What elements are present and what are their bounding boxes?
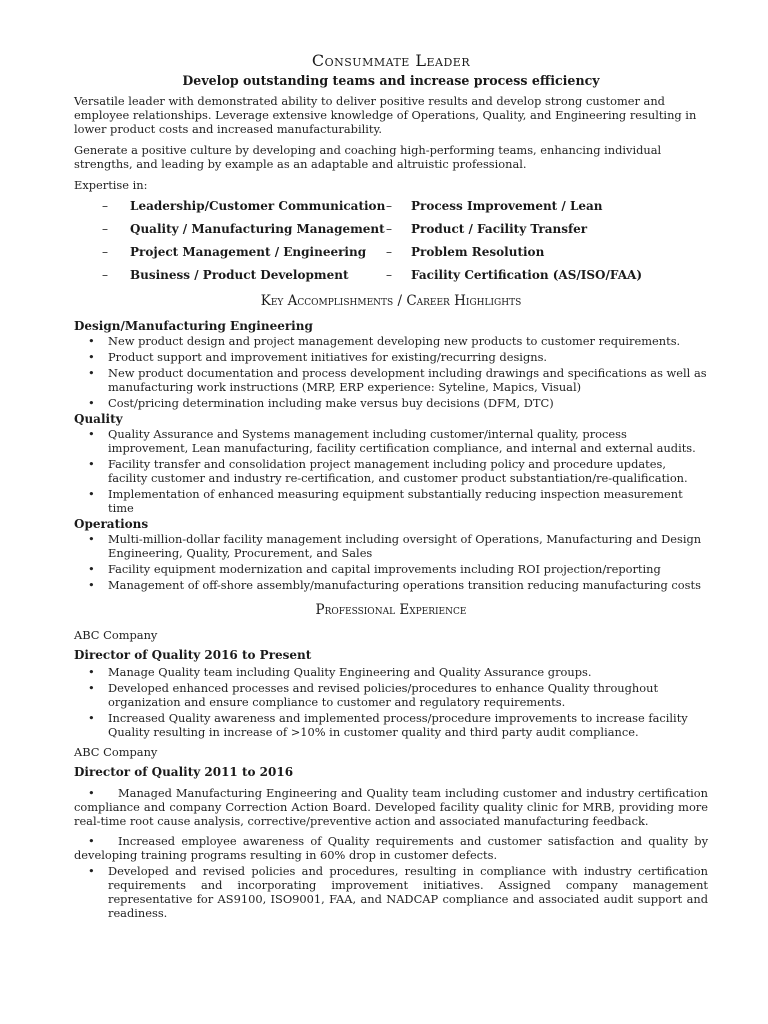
list-item: • Product support and improvement initiatives for existing/recurring designs. — [88, 350, 548, 364]
bullet-list — [74, 334, 708, 410]
resume-subtitle: Develop outstanding teams and increase process efficiency — [182, 73, 600, 88]
job-entry — [74, 745, 708, 920]
expertise-item — [386, 245, 708, 260]
bullet-marker: • — [88, 334, 95, 348]
bullet-marker: • — [88, 578, 95, 592]
bullet-marker: • — [88, 487, 95, 501]
expertise-grid — [74, 199, 708, 283]
bullet-list — [74, 532, 708, 592]
bullet-marker: • — [88, 366, 95, 380]
company-name: ABC Company — [74, 628, 158, 642]
section-heading-experience: Professional Experience — [315, 602, 467, 618]
company-name: ABC Company — [74, 745, 158, 759]
group-title: Operations — [74, 517, 149, 531]
expertise-item — [386, 268, 708, 283]
list-item: • New product documentation and process development including drawings and specifications as well as manufacturing work instructions (MRP, ERP experience: Syteline, Mapics, Visual) — [88, 366, 707, 394]
section-heading-accomplishments: Key Accomplishments / Career Highlights — [260, 293, 522, 309]
list-item: • New product design and project management developing new products to customer requirements. — [88, 334, 681, 348]
bullet-list — [74, 864, 708, 920]
expertise-text: Leadership/Customer Communication — [130, 199, 386, 213]
group-title: Design/Manufacturing Engineering — [74, 319, 313, 333]
list-item: • Cost/pricing determination including make versus buy decisions (DFM, DTC) — [88, 396, 554, 410]
dash-marker: – — [102, 222, 108, 236]
dash-marker: – — [386, 222, 392, 236]
job-title: Director of Quality 2011 to 2016 — [74, 765, 294, 779]
bullet-marker: • — [88, 457, 95, 471]
expertise-label: Expertise in: — [74, 178, 148, 192]
expertise-text: Project Management / Engineering — [130, 245, 367, 259]
list-item: • Multi-million-dollar facility management including oversight of Operations, Manufacturing and Design Engineering, Quality, Procurement, and Sales — [88, 532, 702, 560]
expertise-item — [386, 222, 708, 237]
list-item: • Managed Manufacturing Engineering and Quality team including customer and industry certification compliance and company Correction Action Board. Developed facility quality clinic for MRB, providing more real-time root cause analysis, corrective/preventive action and associated manufacturing feedback. — [74, 786, 708, 828]
dash-marker: – — [386, 268, 392, 282]
list-item: • Facility transfer and consolidation project management including policy and procedure updates, facility customer and industry re-certification, and customer product substantiation/re-qualification. — [88, 457, 688, 485]
resume-title: Consummate Leader — [311, 51, 471, 70]
list-item: • Increased Quality awareness and implemented process/procedure improvements to increase facility Quality resulting in increase of >10% in customer quality and third party audit compliance. — [88, 711, 688, 739]
expertise-item — [74, 222, 386, 237]
expertise-text: Problem Resolution — [411, 245, 545, 259]
accomplishment-group — [74, 412, 708, 515]
bullet-marker: • — [88, 711, 95, 725]
list-item: • Increased employee awareness of Quality requirements and customer satisfaction and quality by developing training programs resulting in 60% drop in customer defects. — [74, 834, 708, 862]
bullet-list — [74, 665, 708, 739]
list-item: • Implementation of enhanced measuring equipment substantially reducing inspection measurement time — [88, 487, 683, 515]
expertise-item — [74, 245, 386, 260]
bullet-marker: • — [88, 864, 95, 878]
list-item: • Quality Assurance and Systems management including customer/internal quality, process improvement, Lean manufacturing, facility certification compliance, and internal and external audits. — [88, 427, 696, 455]
bullet-marker: • — [88, 834, 95, 848]
expertise-item — [74, 199, 386, 214]
bullet-marker: • — [88, 532, 95, 546]
bullet-marker: • — [88, 350, 95, 364]
group-title: Quality — [74, 412, 123, 426]
bullet-list — [74, 427, 708, 515]
dash-marker: – — [386, 245, 392, 259]
dash-marker: – — [102, 245, 108, 259]
expertise-text: Product / Facility Transfer — [411, 222, 588, 236]
bullet-marker: • — [88, 427, 95, 441]
expertise-item — [74, 268, 386, 283]
bullet-marker: • — [88, 681, 95, 695]
dash-marker: – — [102, 268, 108, 282]
job-title: Director of Quality 2016 to Present — [74, 648, 312, 662]
expertise-text: Quality / Manufacturing Management — [130, 222, 385, 236]
bullet-marker: • — [88, 396, 95, 410]
list-item: • Facility equipment modernization and capital improvements including ROI projection/reporting — [88, 562, 661, 576]
expertise-item — [386, 199, 708, 214]
accomplishment-group — [74, 517, 708, 592]
bullet-list — [74, 786, 708, 862]
bullet-marker: • — [88, 665, 95, 679]
bullet-marker: • — [88, 562, 95, 576]
list-item: • Management of off-shore assembly/manufacturing operations transition reducing manufacturing costs — [88, 578, 701, 592]
list-item: • Developed enhanced processes and revised policies/procedures to enhance Quality throughout organization and ensure compliance to customer and regulatory requirements. — [88, 681, 659, 709]
summary-paragraph: Generate a positive culture by developing and coaching high-performing teams, enhancing individual strengths, and leading by example as an adaptable and altruistic professional. — [74, 143, 662, 171]
accomplishment-group — [74, 319, 708, 410]
dash-marker: – — [386, 199, 392, 213]
expertise-text: Business / Product Development — [130, 268, 349, 282]
summary-paragraph: Versatile leader with demonstrated ability to deliver positive results and develop strong customer and employee relationships. Leverage extensive knowledge of Operations, Quality, and Engineering resulting in lower product costs and increased manufacturability. — [74, 94, 697, 136]
resume-page — [74, 50, 708, 922]
bullet-marker: • — [88, 786, 95, 800]
list-item: • Manage Quality team including Quality Engineering and Quality Assurance groups. — [88, 665, 592, 679]
dash-marker: – — [102, 199, 108, 213]
expertise-text: Facility Certification (AS/ISO/FAA) — [411, 268, 643, 282]
job-entry — [74, 628, 708, 739]
expertise-text: Process Improvement / Lean — [411, 199, 603, 213]
list-item: • Developed and revised policies and procedures, resulting in compliance with industry certification requirements and incorporating improvement initiatives. Assigned company management representative for AS9100, ISO9001, FAA, and NADCAP compliance and associated audit support and readiness. — [88, 864, 708, 920]
